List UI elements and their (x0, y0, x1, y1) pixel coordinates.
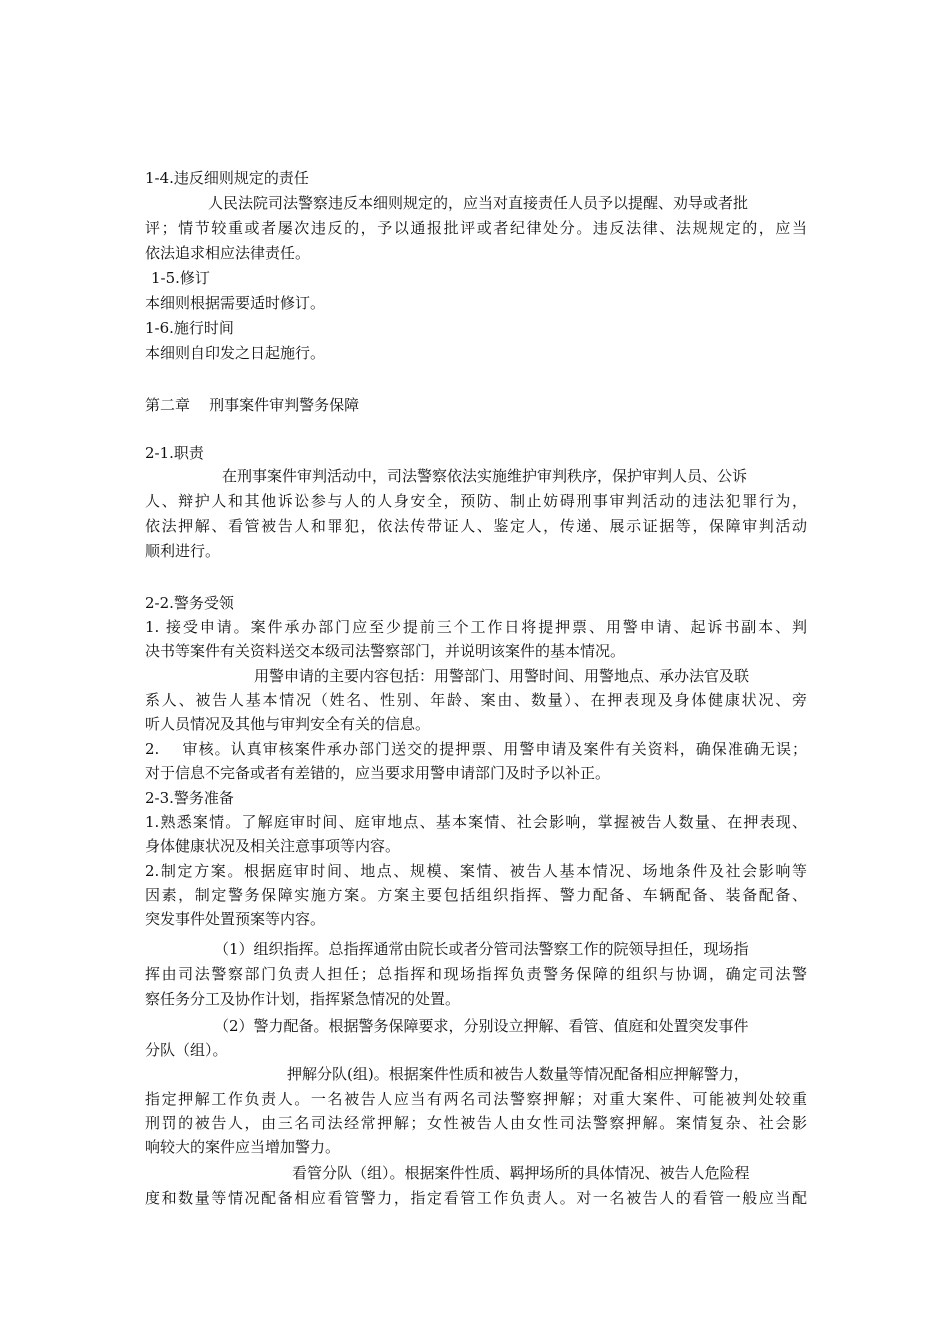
paragraph-line: 听人员情况及其他与审判安全有关的信息。 (145, 715, 431, 733)
paragraph-line: 本细则根据需要适时修订。 (145, 294, 326, 312)
paragraph-line: 依法追求相应法律责任。 (145, 244, 311, 262)
paragraph-line: 察任务分工及协作计划，指挥紧急情况的处置。 (145, 990, 461, 1008)
paragraph-line: 响较大的案件应当增加警力。 (145, 1138, 341, 1156)
paragraph-line: 刑罚的被告人，由三名司法经常押解；女性被告人由女性司法警察押解。案情复杂、社会影 (145, 1114, 807, 1132)
paragraph-line: 度和数量等情况配备相应看管警力，指定看管工作负责人。对一名被告人的看管一般应当配 (145, 1189, 807, 1207)
paragraph-line: 人民法院司法警察违反本细则规定的，应当对直接责任人员予以提醒、劝导或者批 (208, 194, 749, 212)
paragraph-line: 决书等案件有关资料送交本级司法警察部门，并说明该案件的基本情况。 (145, 642, 626, 660)
section-heading: 2-1.职责 (145, 444, 204, 462)
paragraph-line: 2.制定方案。根据庭审时间、地点、规模、案情、被告人基本情况、场地条件及社会影响等 (145, 862, 807, 880)
paragraph-line: 评；情节较重或者屡次违反的，予以通报批评或者纪律处分。违反法律、法规规定的，应当 (145, 219, 807, 237)
paragraph-line: 依法押解、看管被告人和罪犯，依法传带证人、鉴定人，传递、展示证据等，保障审判活动 (145, 517, 807, 535)
paragraph-line: 1. 接受申请。案件承办部门应至少提前三个工作日将提押票、用警申请、起诉书副本、判 (145, 618, 807, 636)
paragraph-line: 2. 审核。认真审核案件承办部门送交的提押票、用警申请及案件有关资料，确保准确无误； (145, 740, 807, 758)
paragraph-line: 押解分队(组)。根据案件性质和被告人数量等情况配备相应押解警力， (287, 1065, 749, 1083)
paragraph-line: 本细则自印发之日起施行。 (145, 344, 326, 362)
section-heading: 2-3.警务准备 (145, 789, 234, 807)
paragraph-line: 1.熟悉案情。了解庭审时间、庭审地点、基本案情、社会影响，掌握被告人数量、在押表现、 (145, 813, 807, 831)
paragraph-line: 看管分队（组）。根据案件性质、羁押场所的具体情况、被告人危险程 (292, 1164, 750, 1182)
section-heading: 2-2.警务受领 (145, 594, 234, 612)
section-heading: 1-5.修订 (151, 269, 210, 287)
paragraph-line: 身体健康状况及相关注意事项等内容。 (145, 837, 401, 855)
paragraph-line: 顺利进行。 (145, 542, 221, 560)
paragraph-line: 挥由司法警察部门负责人担任；总指挥和现场指挥负责警务保障的组织与协调，确定司法警 (145, 965, 807, 983)
section-heading: 1-4.违反细则规定的责任 (145, 169, 309, 187)
paragraph-line: 指定押解工作负责人。一名被告人应当有两名司法警察押解；对重大案件、可能被判处较重 (145, 1090, 807, 1108)
paragraph-line: 突发事件处置预案等内容。 (145, 910, 326, 928)
paragraph-line: 因素，制定警务保障实施方案。方案主要包括组织指挥、警力配备、车辆配备、装备配备、 (145, 886, 807, 904)
paragraph-line: 对于信息不完备或者有差错的，应当要求用警申请部门及时予以补正。 (145, 764, 611, 782)
paragraph-line: 人、辩护人和其他诉讼参与人的人身安全，预防、制止妨碍刑事审判活动的违法犯罪行为， (145, 492, 807, 510)
paragraph-line: （1）组织指挥。总指挥通常由院长或者分管司法警察工作的院领导担任，现场指 (214, 940, 749, 958)
section-heading: 1-6.施行时间 (145, 319, 234, 337)
paragraph-line: 系人、被告人基本情况（姓名、性别、年龄、案由、数量）、在押表现及身体健康状况、旁 (145, 691, 807, 709)
paragraph-line: 在刑事案件审判活动中，司法警察依法实施维护审判秩序，保护审判人员、公诉 (222, 467, 748, 485)
paragraph-line: （2）警力配备。根据警务保障要求，分别设立押解、看管、值庭和处置突发事件 (214, 1017, 749, 1035)
chapter-heading: 第二章 刑事案件审判警务保障 (145, 396, 360, 414)
paragraph-line: 用警申请的主要内容包括：用警部门、用警时间、用警地点、承办法官及联 (254, 667, 750, 685)
paragraph-line: 分队（组）。 (145, 1041, 228, 1059)
